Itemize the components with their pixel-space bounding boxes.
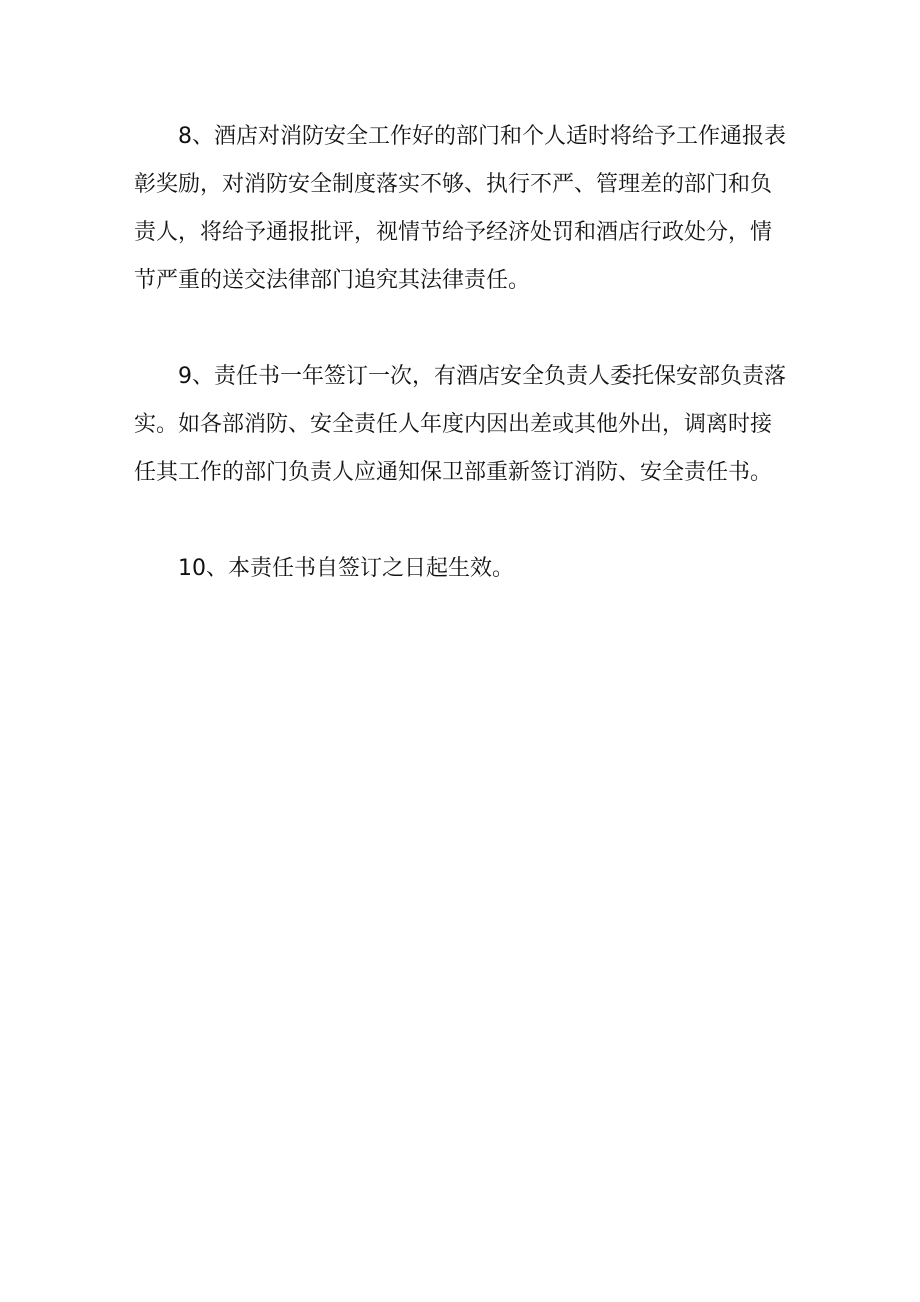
paragraph-item-8: 8、酒店对消防安全工作好的部门和个人适时将给予工作通报表彰奖励，对消防安全制度落实不够、执行不严、管理差的部门和负责人，将给予通报批评，视情节给予经济处罚和酒店行政处分，情节严重的送交法律部门追究其法律责任。 (134, 124, 786, 293)
document-body (134, 113, 788, 593)
paragraph-item-9: 9、责任书一年签订一次，有酒店安全负责人委托保安部负责落实。如各部消防、安全责任人年度内因出差或其他外出，调离时接任其工作的部门负责人应通知保卫部重新签订消防、安全责任书。 (134, 364, 786, 485)
paragraph-item-10: 10、本责任书自签订之日起生效。 (178, 556, 514, 581)
